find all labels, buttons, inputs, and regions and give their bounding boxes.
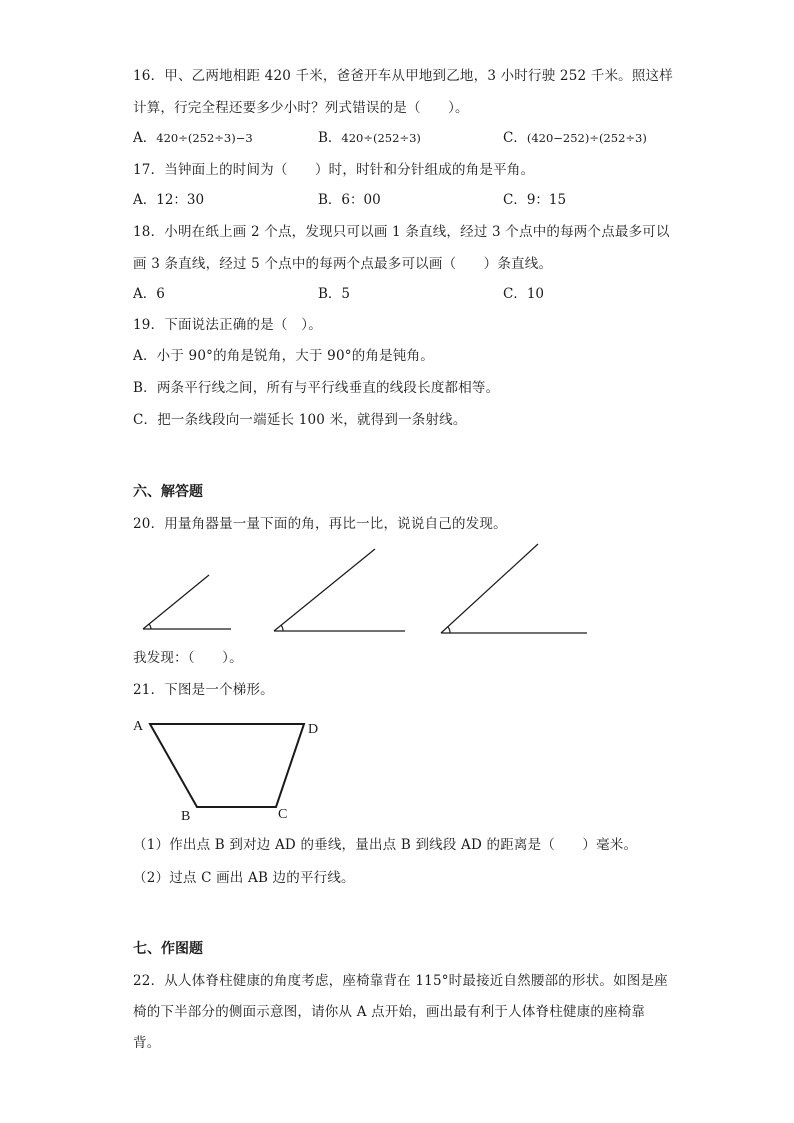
q21-sub2: （2）过点 C 画出 AB 边的平行线。 <box>133 870 355 886</box>
q16-text-line1: 16．甲、乙两地相距 420 千米，爸爸开车从甲地到乙地，3 小时行驶 252 千米。照这样 <box>133 68 673 84</box>
option-letter: C． <box>503 130 527 146</box>
q21-text: 21．下图是一个梯形。 <box>133 682 274 698</box>
q18-option-a[interactable]: A．6 <box>133 286 165 302</box>
option-formula: (420−252)÷(252÷3) <box>526 131 647 145</box>
option-formula: 420÷(252÷3) <box>341 131 421 145</box>
q17-option-c[interactable]: C．9：15 <box>503 192 567 208</box>
q18-text-line1: 18．小明在纸上画 2 个点，发现只可以画 1 条直线，经过 3 个点中的每两个点最多可以 <box>133 224 670 240</box>
vertex-label-a: A <box>133 719 144 734</box>
q22-text-line2: 椅的下半部分的侧面示意图，请你从 A 点开始，画出最有利于人体脊柱健康的座椅靠 <box>133 1004 646 1020</box>
section-seven-heading: 七、作图题 <box>133 941 203 957</box>
q18-text-line2: 画 3 条直线，经过 5 个点中的每两个点最多可以画（ ）条直线。 <box>133 256 553 272</box>
q22-text-line3: 背。 <box>133 1035 161 1051</box>
q18-option-c[interactable]: C．10 <box>503 286 545 302</box>
option-formula: 420÷(252÷3)−3 <box>156 131 253 145</box>
q16-option-c[interactable] <box>503 128 647 148</box>
section-six-heading: 六、解答题 <box>133 484 203 500</box>
q20-finding-text: 我发现：（ ）。 <box>133 650 243 666</box>
q17-option-b[interactable]: B．6：00 <box>318 192 381 208</box>
angle-1 <box>143 575 231 629</box>
angle-3 <box>441 544 587 633</box>
vertex-label-d: D <box>308 722 319 737</box>
q18-option-b[interactable]: B．5 <box>318 286 351 302</box>
q17-text: 17．当钟面上的时间为（ ）时，时针和分针组成的角是平角。 <box>133 162 535 178</box>
q19-option-b[interactable]: B．两条平行线之间，所有与平行线垂直的线段长度都相等。 <box>133 380 500 396</box>
q21-sub1: （1）作出点 B 到对边 AD 的垂线，量出点 B 到线段 AD 的距离是（ ）毫米。 <box>133 837 638 853</box>
q19-option-c[interactable]: C．把一条线段向一端延长 100 米，就得到一条射线。 <box>133 412 467 428</box>
option-letter: A． <box>133 130 157 146</box>
angle-2 <box>274 549 405 631</box>
q22-text-line1: 22．从人体脊柱健康的角度考虑，座椅靠背在 115°时最接近自然腰部的形状。如图是座 <box>133 973 668 989</box>
q16-option-b[interactable] <box>318 128 421 148</box>
option-letter: B． <box>318 130 342 146</box>
q19-text: 19．下面说法正确的是（ ）。 <box>133 317 322 333</box>
vertex-label-b: B <box>181 809 191 824</box>
q20-text: 20．用量角器量一量下面的角，再比一比，说说自己的发现。 <box>133 516 507 532</box>
trapezoid-figure <box>133 719 318 824</box>
q16-option-a[interactable] <box>133 128 253 148</box>
q19-option-a[interactable]: A．小于 90°的角是锐角，大于 90°的角是钝角。 <box>133 348 434 364</box>
q17-option-a[interactable]: A．12：30 <box>133 192 205 208</box>
vertex-label-c: C <box>278 807 288 822</box>
q16-text-line2: 计算，行完全程还要多少小时？列式错误的是（ ）。 <box>133 100 469 116</box>
